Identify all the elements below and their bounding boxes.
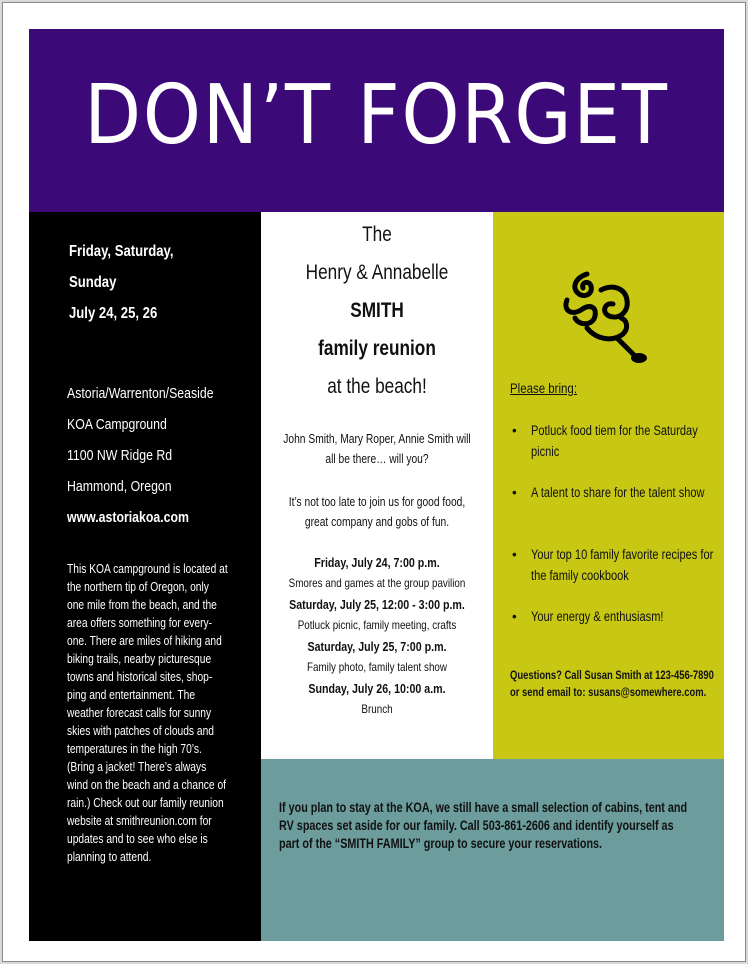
event-dates-line: Sunday (69, 274, 117, 291)
bring-list (510, 420, 720, 668)
description-line: towns and historical sites, shop- (67, 670, 213, 684)
description-line: website at smithreunion.com for (67, 814, 212, 828)
intro-line: great company and gobs of fun. (304, 515, 450, 529)
bring-heading: Please bring: (510, 380, 578, 396)
left-column (29, 212, 261, 941)
campground-website: www.astoriakoa.com (67, 509, 189, 526)
bullet-icon: • (512, 547, 517, 562)
intro-line: John Smith, Mary Roper, Annie Smith will (283, 432, 471, 446)
bullet-icon: • (512, 485, 517, 500)
schedule-activity: Family photo, family talent show (306, 660, 448, 674)
title-line: The (362, 223, 392, 246)
list-item (510, 420, 720, 482)
description-line: temperatures in the high 70’s. (67, 742, 202, 756)
bring-item-text: Your energy & enthusiasm! (531, 609, 664, 624)
campground-description (67, 560, 246, 866)
list-item (510, 606, 720, 668)
schedule-time: Saturday, July 25, 12:00 - 3:00 p.m. (289, 597, 465, 612)
schedule-activity: Smores and games at the group pavilion (288, 576, 466, 590)
schedule-activity: Potluck picnic, family meeting, crafts (297, 618, 457, 632)
location-line: KOA Campground (67, 416, 167, 433)
event-dates-line: July 24, 25, 26 (69, 305, 158, 322)
schedule-time: Saturday, July 25, 7:00 p.m. (307, 639, 447, 654)
description-line: area offers something for every- (67, 616, 213, 630)
emblem-dot (631, 353, 647, 363)
swirl-emblem-icon (557, 266, 653, 366)
flyer-page (2, 2, 746, 962)
location-line: 1100 NW Ridge Rd (67, 447, 173, 464)
center-column (261, 212, 493, 759)
header-banner (29, 29, 724, 212)
bullet-icon: • (512, 423, 517, 438)
right-column (493, 212, 724, 759)
description-line: rain.) Check out our family reunion (67, 796, 224, 810)
description-line: one mile from the beach, and the (67, 598, 217, 612)
reservation-note: If you plan to stay at the KOA, we still have a small selection of cabins, tent and RV spaces set aside for our family. Call 503-861-2606 and identify yourself as part of the “SMITH FAMILY” group to secure your reservations. (279, 800, 688, 851)
title-line: SMITH (350, 299, 404, 322)
description-line: biking trails, nearby picturesque (67, 652, 212, 666)
description-line: (Bring a jacket! There’s always (67, 760, 207, 774)
bring-item-text: A talent to share for the talent show (531, 485, 705, 500)
description-line: wind on the beach and a chance of (67, 778, 227, 792)
event-dates (69, 236, 174, 329)
event-schedule (282, 552, 472, 720)
location-line: Hammond, Oregon (67, 478, 172, 495)
description-line: ping and entertainment. The (67, 688, 196, 702)
contact-info: Questions? Call Susan Smith at 123-456-7890 or send email to: susans@somewhere.com. (510, 670, 714, 699)
invitation-text (282, 492, 472, 532)
bring-item-text: Your top 10 family favorite recipes for the family cookbook (531, 547, 714, 583)
intro-line: all be there… will you? (325, 452, 429, 466)
title-line: family reunion (318, 337, 436, 360)
list-item (510, 544, 720, 606)
location-block (67, 383, 214, 538)
description-line: This KOA campground is located at (67, 562, 228, 576)
description-line: skies with patches of clouds and (67, 724, 215, 738)
description-line: one. There are miles of hiking and (67, 634, 222, 648)
location-line: Astoria/Warrenton/Seaside (67, 385, 214, 402)
bring-item-text: Potluck food tiem for the Saturday picnic (531, 423, 698, 459)
intro-line: It’s not too late to join us for good food, (288, 495, 466, 509)
bullet-icon: • (512, 609, 517, 624)
title-line: Henry & Annabelle (305, 261, 449, 284)
attendees-text (282, 429, 472, 469)
schedule-time: Sunday, July 26, 10:00 a.m. (308, 681, 446, 696)
description-line: weather forecast calls for sunny (67, 706, 212, 720)
description-line: the northern tip of Oregon, only (67, 580, 209, 594)
schedule-time: Friday, July 24, 7:00 p.m. (314, 555, 440, 570)
page-title: DON’T FORGET (84, 68, 669, 163)
event-dates-line: Friday, Saturday, (69, 243, 174, 260)
description-line: updates and to see who else is (67, 832, 208, 846)
description-line: planning to attend. (67, 850, 152, 864)
reunion-title (282, 220, 472, 410)
list-item (510, 482, 720, 544)
footer-panel (261, 759, 724, 941)
schedule-activity: Brunch (361, 702, 393, 716)
title-line: at the beach! (327, 375, 427, 398)
